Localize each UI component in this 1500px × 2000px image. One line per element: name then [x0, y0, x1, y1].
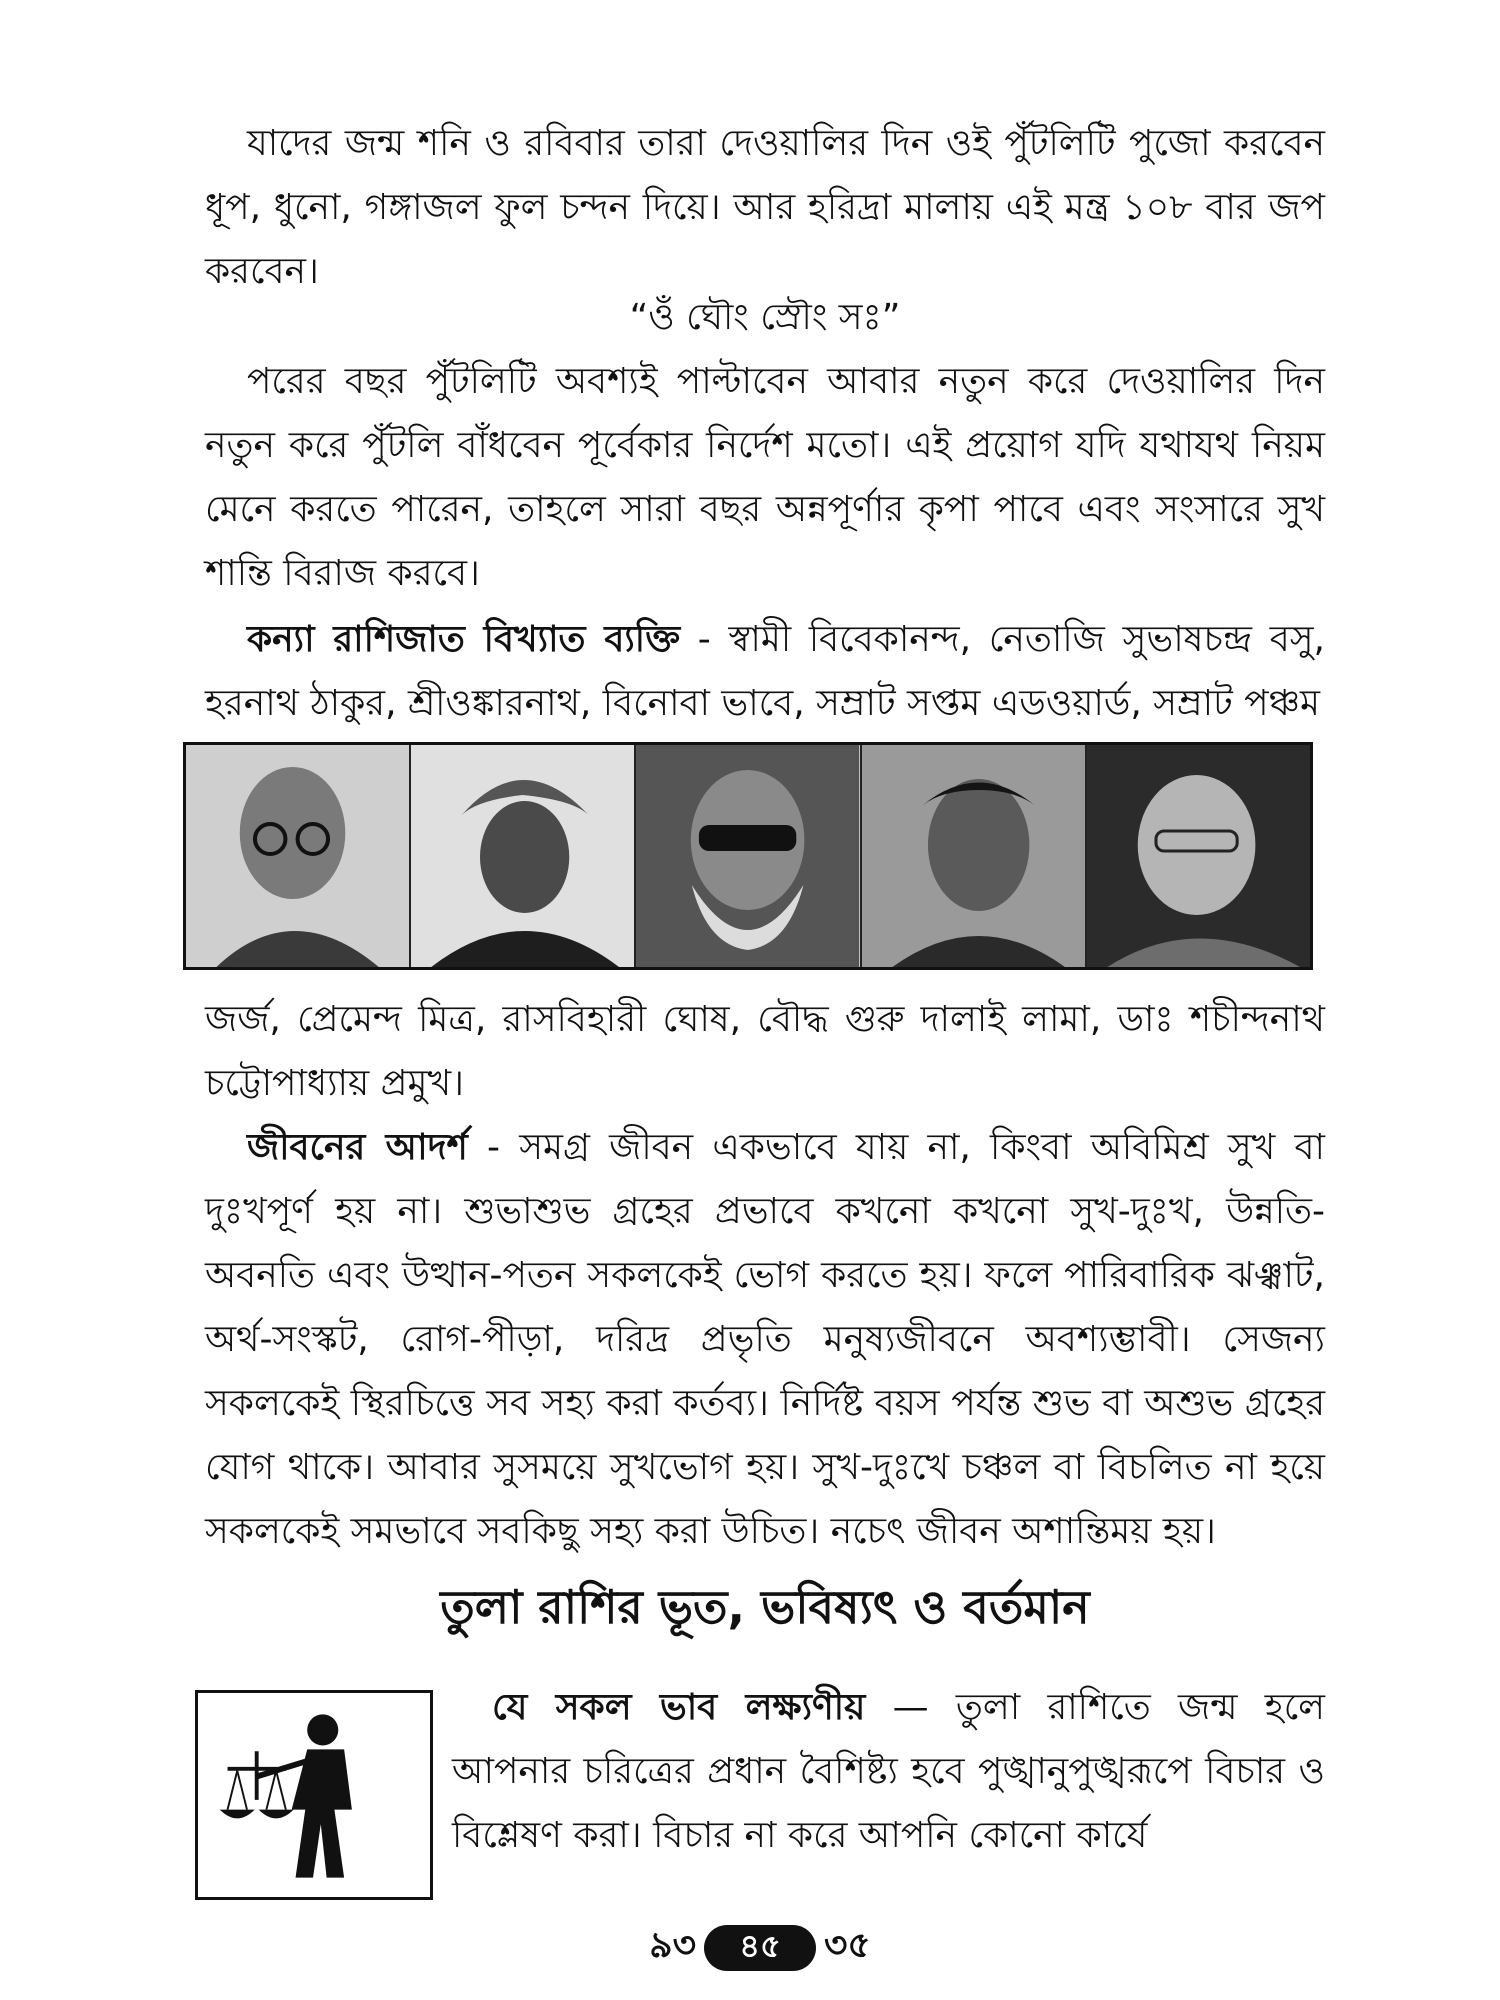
libra-traits-label: যে সকল ভাব লক্ষ্যণীয় [492, 1687, 866, 1728]
paragraph-next-year [205, 350, 1325, 606]
page-ornament-right: ৩৫ [824, 1925, 871, 1966]
paragraph-famous-people [205, 608, 1325, 736]
famous-people-label: কন্যা রাশিজাত বিখ্যাত ব্যক্তি [247, 619, 681, 660]
portrait-photo [636, 745, 861, 967]
page-number-value: ৪৫ [704, 1925, 816, 1971]
libra-symbol-box [195, 1690, 433, 1900]
mantra-line: “ওঁ ঘৌং স্রৌং সঃ” [629, 297, 901, 338]
libra-scales-icon [198, 1693, 430, 1897]
portrait-photo [186, 745, 411, 967]
paragraph-libra-traits [452, 1676, 1325, 1868]
section-heading: তুলা রাশির ভূত, ভবিষ্যৎ ও বর্তমান [440, 1580, 1090, 1634]
page-ornament-left: ৯৩ [649, 1925, 696, 1966]
famous-people-text: - স্বামী বিবেকানন্দ, নেতাজি সুভাষচন্দ্র বসু, হরনাথ ঠাকুর, শ্রীওঙ্কারনাথ, বিনোবা ভাবে, সম্রাট সপ্তম এডওয়ার্ড, সম্রাট পঞ্চম [205, 619, 1326, 724]
paragraph-life-ideal [205, 1116, 1325, 1564]
life-ideal-label: জীবনের আদর্শ [247, 1127, 468, 1168]
portrait-photo [411, 745, 636, 967]
page-number [600, 1922, 920, 1974]
paragraph-puja-text: যাদের জন্ম শনি ও রবিবার তারা দেওয়ালির দিন ওই পুঁটলিটি পুজো করবেন ধূপ, ধুনো, গঙ্গাজল ফুল চন্দন দিয়ে। আর হরিদ্রা মালায় এই মন্ত্র ১০৮ বার জপ করবেন। [205, 123, 1325, 292]
paragraph-famous-continued: জর্জ, প্রেমেন্দ মিত্র, রাসবিহারী ঘোষ, বৌদ্ধ গুরু দালাই লামা, ডাঃ শচীন্দনাথ চট্টোপাধ্যায় প্রমুখ। [205, 999, 1325, 1104]
paragraph-puja [205, 112, 1325, 304]
paragraph-next-year-text: পরের বছর পুঁটলিটি অবশ্যই পাল্টাবেন আবার নতুন করে দেওয়ালির দিন নতুন করে পুঁটলি বাঁধবেন পূর্বেকার নির্দেশ মতো। এই প্রয়োগ যদি যথাযথ নিয়ম মেনে করতে পারেন, তাহলে সারা বছর অন্নপূর্ণার কৃপা পাবে এবং সংসারে সুখ শান্তি বিরাজ করবে। [205, 361, 1325, 594]
portrait-photo [1087, 745, 1310, 967]
libra-traits-text: — তুলা রাশিতে জন্ম হলে আপনার চরিত্রের প্রধান বৈশিষ্ট্য হবে পুঙ্খানুপুঙ্খরূপে বিচার ও বিশ্লেষণ করা। বিচার না করে আপনি কোনো কার্যে [452, 1687, 1326, 1856]
life-ideal-text: - সমগ্র জীবন একভাবে যায় না, কিংবা অবিমিশ্র সুখ বা দুঃখপূর্ণ হয় না। শুভাশুভ গ্রহের প্রভাবে কখনো কখনো সুখ-দুঃখ, উন্নতি-অবনতি এবং উত্থান-পতন সকলকেই ভোগ করতে হয়। ফলে পারিবারিক ঝঞ্ঝাট, অর্থ-সংস্কট, রোগ-পীড়া, দরিদ্র প্রভৃতি মনুষ্যজীবনে অবশ্যম্ভাবী। সেজন্য সকলকেই স্থিরচিত্তে সব সহ্য করা কর্তব্য। নির্দিষ্ট বয়স পর্যন্ত শুভ বা অশুভ গ্রহের যোগ থাকে। আবার সুসময়ে সুখভোগ হয়। সুখ-দুঃখে চঞ্চল বা বিচলিত না হয়ে সকলকেই সমভাবে সবকিছু সহ্য করা উচিত। নচেৎ জীবন অশান্তিময় হয়। [205, 1127, 1325, 1552]
portrait-photo [862, 745, 1087, 967]
portrait-strip [183, 742, 1313, 970]
